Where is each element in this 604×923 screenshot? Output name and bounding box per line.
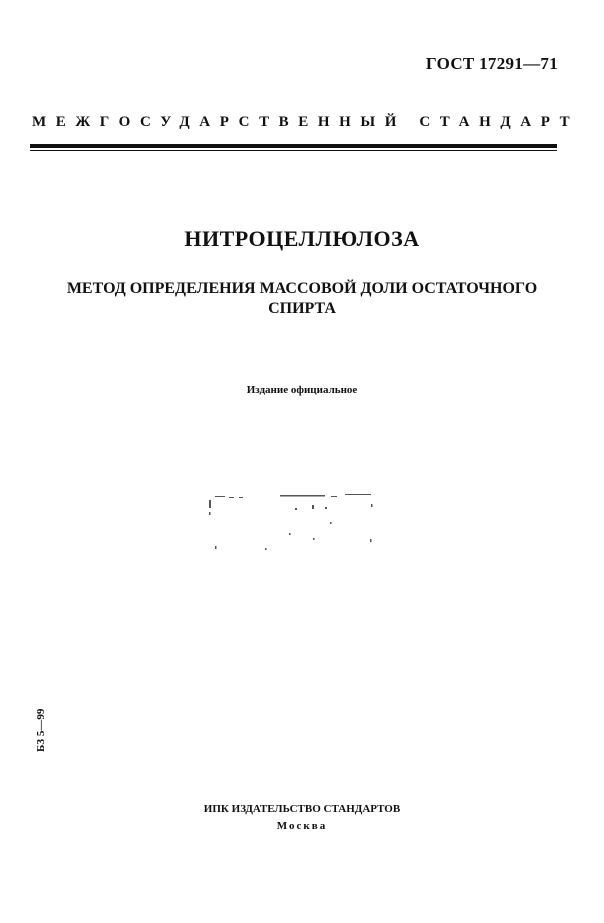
document-subtitle	[0, 279, 604, 319]
document-title: НИТРОЦЕЛЛЮЛОЗА	[184, 226, 420, 251]
faded-stamp-residue	[205, 490, 385, 560]
publisher-city: Москва	[276, 820, 328, 832]
edition-note: Издание официальное	[246, 384, 358, 396]
publisher-name: ИПК ИЗДАТЕЛЬСТВО СТАНДАРТОВ	[203, 803, 401, 815]
subtitle-line-1: МЕТОД ОПРЕДЕЛЕНИЯ МАССОВОЙ ДОЛИ ОСТАТОЧНОГО	[66, 280, 538, 297]
standard-type-heading: МЕЖГОСУДАРСТВЕННЫЙ СТАНДАРТ	[32, 114, 580, 130]
header-rule-thick	[30, 144, 557, 148]
header-rule-thin	[30, 150, 557, 151]
subtitle-line-2: СПИРТА	[268, 300, 336, 317]
side-code-label: БЗ 5—99	[35, 708, 47, 752]
gost-number: ГОСТ 17291—71	[425, 54, 558, 73]
